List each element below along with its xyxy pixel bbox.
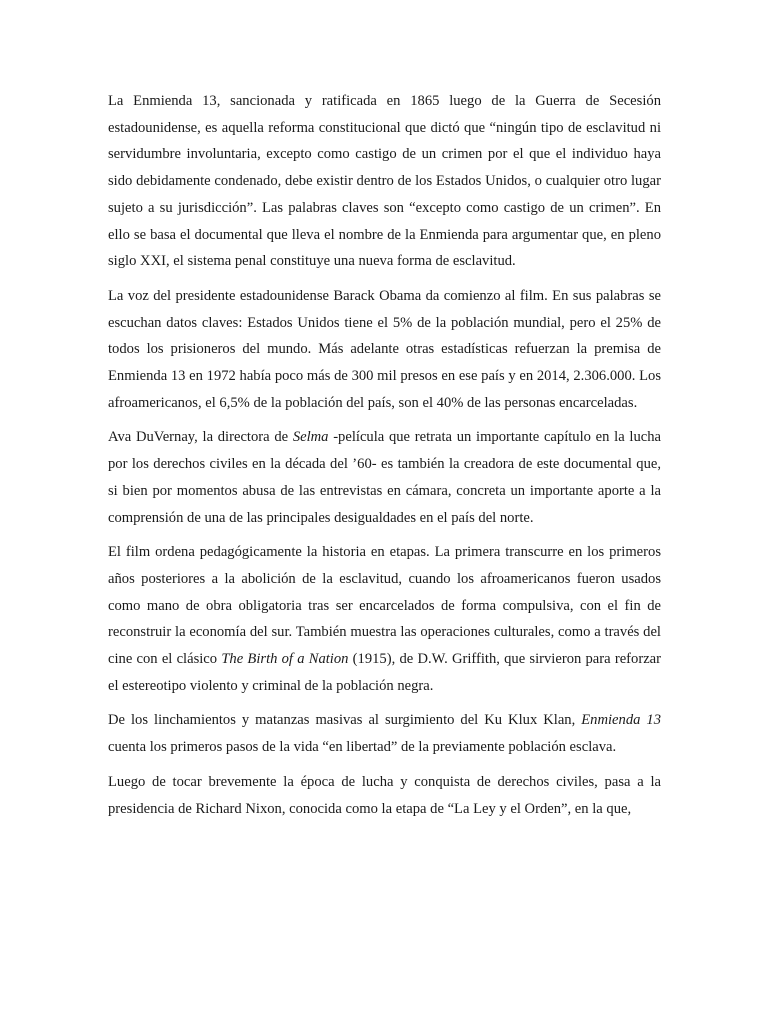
paragraph-4-text-a: El film ordena pedagógicamente la historia en etapas. La primera transcurre en los primeros años posteriores a la abolición de la esclavitud, cuando los afroamericanos fueron usados como mano de obra obligatoria tras ser encarcelados de forma compulsiva, con el fin de reconstruir la economía del sur. También muestra las operaciones culturales, como a través del cine con el clásico [108, 544, 661, 668]
paragraph-5-text-b: cuenta los primeros pasos de la vida “en libertad” de la previamente población esclava. [108, 739, 617, 756]
paragraph-5-text-a: De los linchamientos y matanzas masivas al surgimiento del Ku Klux Klan, [108, 712, 582, 729]
film-title-selma: Selma [292, 429, 329, 446]
paragraph-2: La voz del presidente estadounidense Barack Obama da comienzo al film. En sus palabras se escuchan datos claves: Estados Unidos tiene el 5% de la población mundial, pero el 25% de todos los prisioneros del mundo. Más adelante otras estadísticas refuerzan la premisa de Enmienda 13 en 1972 había poco más de 300 mil presos en ese país y en 2014, 2.306.000. Los afroamericanos, el 6,5% de la población del país, son el 40% de las personas encarceladas. [108, 287, 661, 411]
paragraph-1: La Enmienda 13, sancionada y ratificada en 1865 luego de la Guerra de Secesión estadounidense, es aquella reforma constitucional que dictó que “ningún tipo de esclavitud ni servidumbre involuntaria, excepto como castigo de un crimen por el que el individuo haya sido debidamente condenado, debe existir dentro de los Estados Unidos, o cualquier otro lugar sujeto a su jurisdicción”. Las palabras claves son “excepto como castigo de un crimen”. En ello se basa el documental que lleva el nombre de la Enmienda para argumentar que, en pleno siglo XXI, el sistema penal constituye una nueva forma de esclavitud. [108, 93, 661, 270]
paragraph-4-text-b: (1915), de D.W. Griffith, que sirvieron para reforzar el estereotipo violento y criminal de la población negra. [108, 651, 662, 694]
film-title-enmienda-13: Enmienda 13 [581, 712, 661, 729]
paragraph-5 [108, 707, 661, 760]
paragraph-3 [108, 424, 661, 531]
paragraph-6: Luego de tocar brevemente la época de lucha y conquista de derechos civiles, pasa a la presidencia de Richard Nixon, conocida como la etapa de “La Ley y el Orden”, en la que, [108, 773, 661, 817]
film-title-birth-of-a-nation: The Birth of a Nation [221, 651, 349, 668]
paragraph-3-text-b: -película que retrata un importante capítulo en la lucha por los derechos civiles en la década del ’60- es también la creadora de este documental que, si bien por momentos abusa de las entrevistas en cámara, concreta un importante aporte a la comprensión de una de las principales desigualdades en el país del norte. [108, 429, 661, 526]
paragraph-3-text-a: Ava DuVernay, la directora de [108, 429, 293, 446]
document-page [108, 88, 661, 830]
paragraph-4 [108, 539, 661, 699]
